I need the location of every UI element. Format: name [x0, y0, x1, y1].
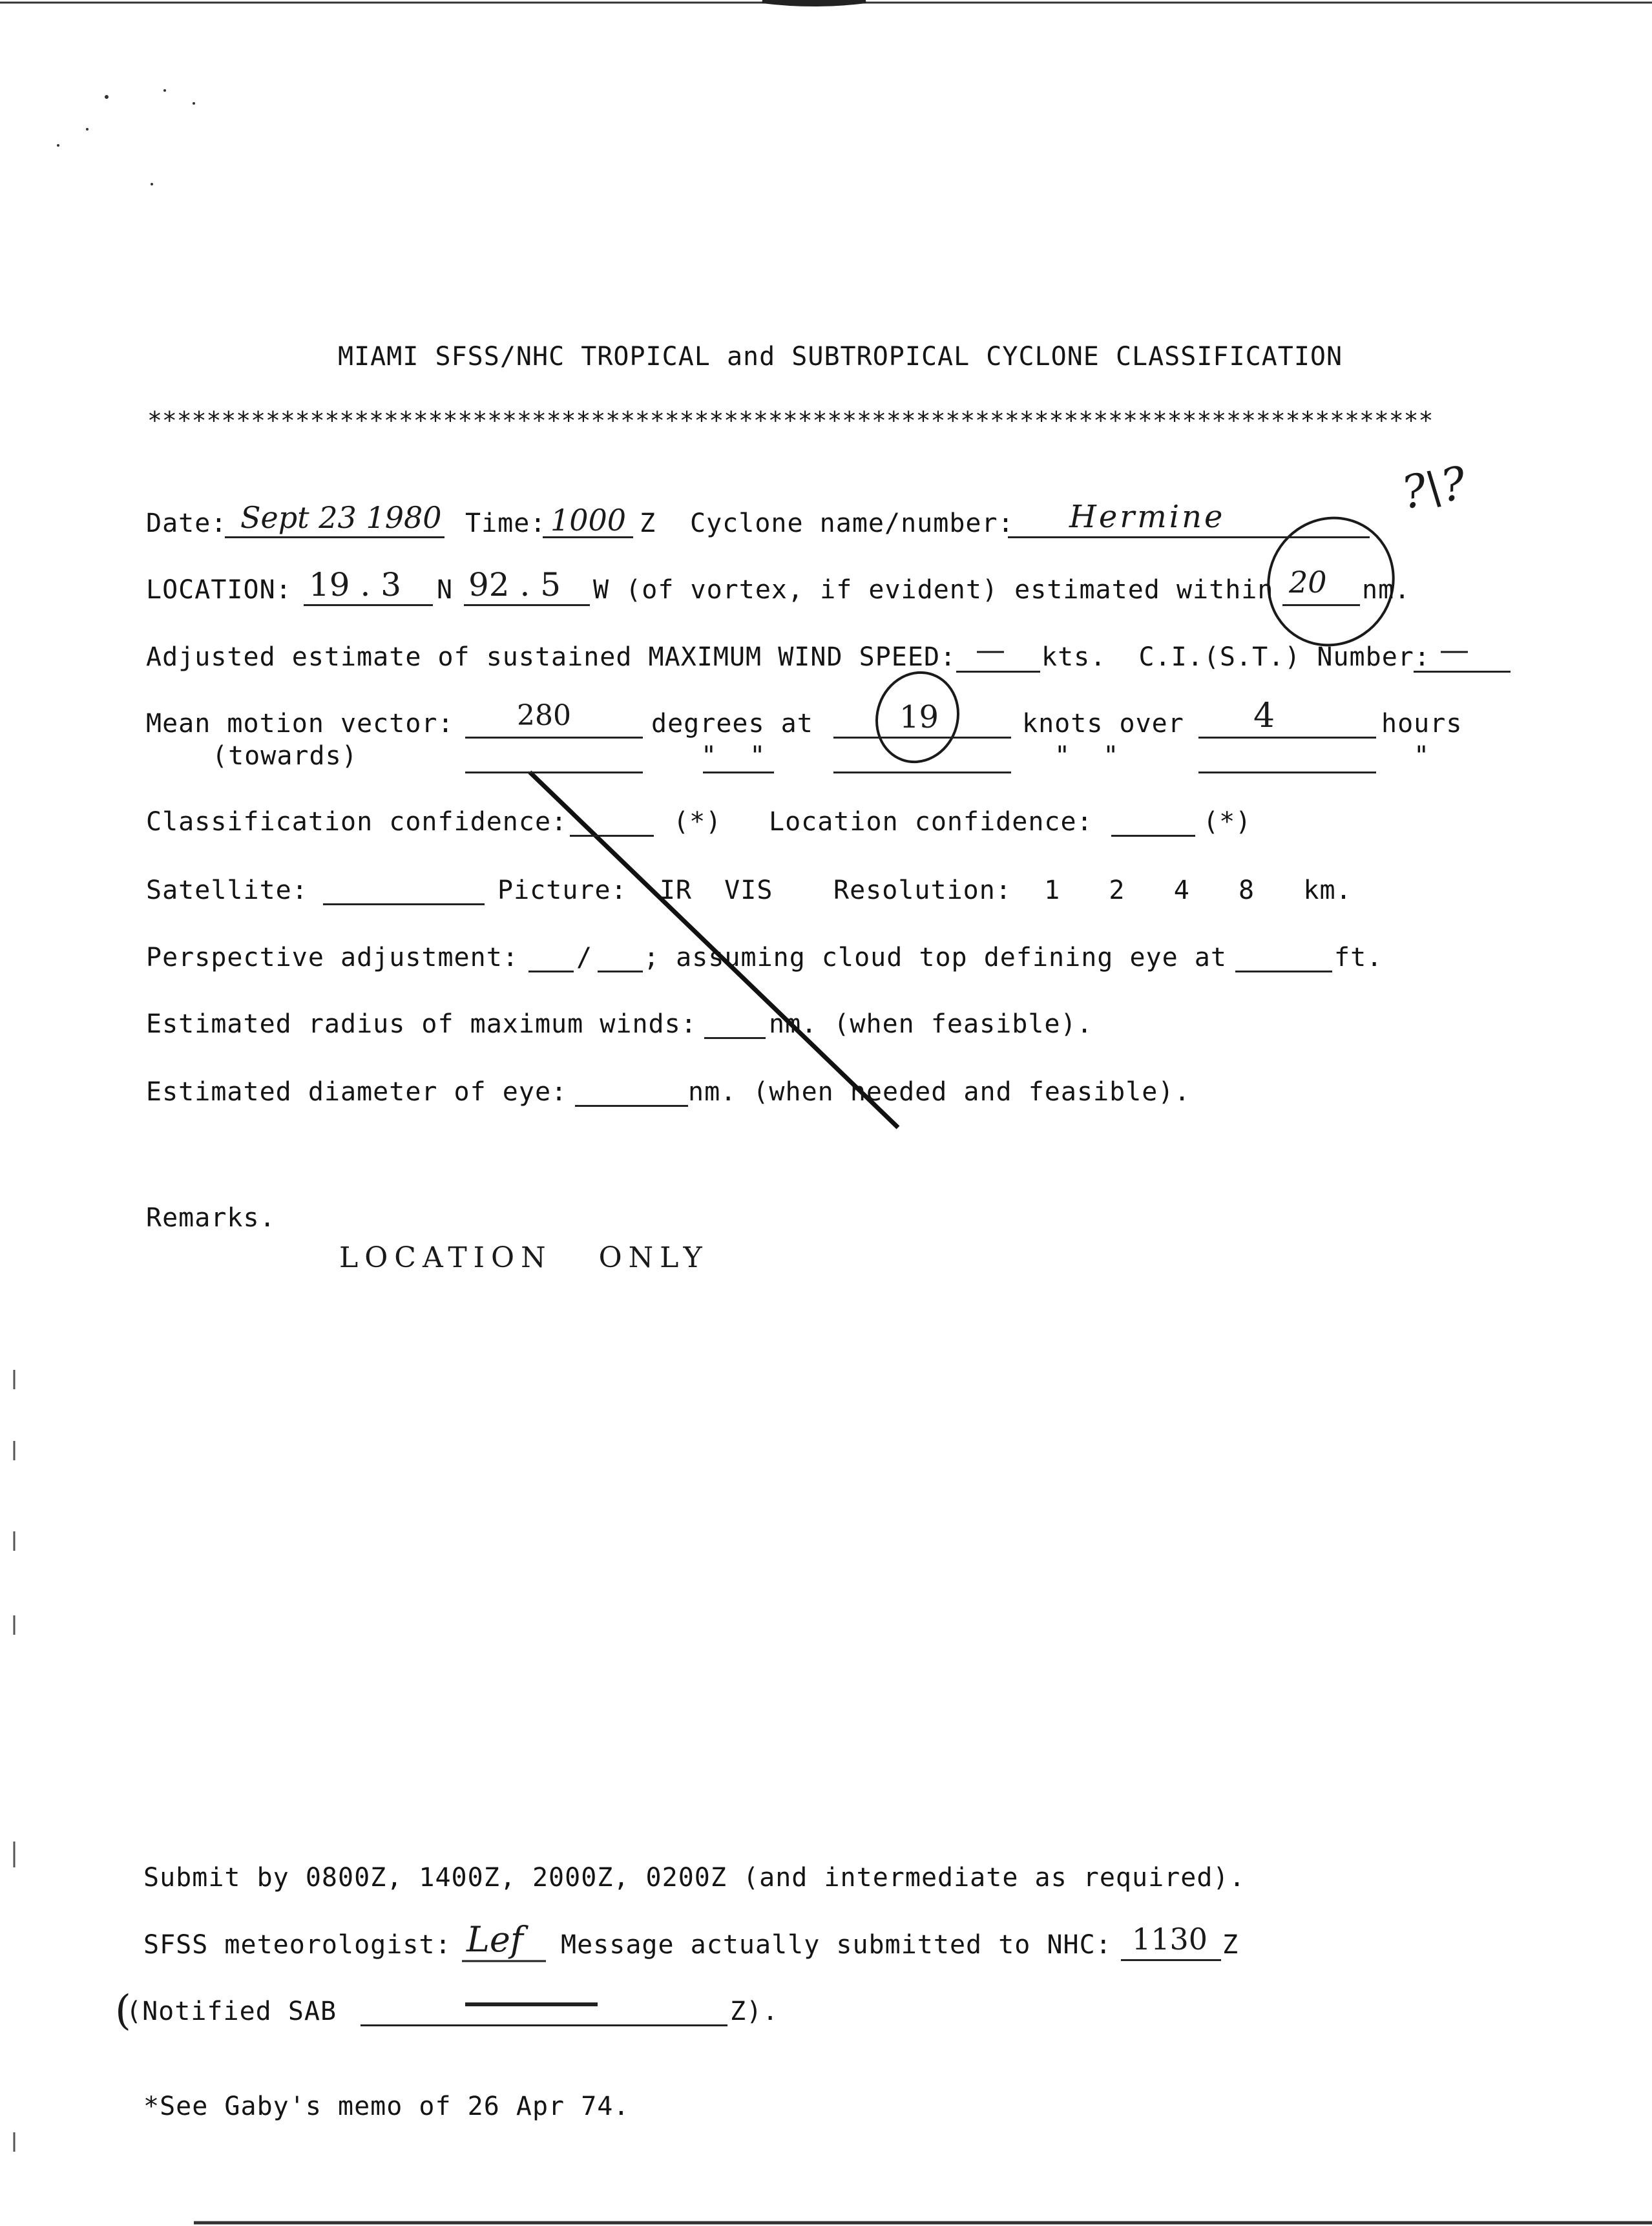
perspective-slash: / [576, 943, 593, 972]
motion-hours-value: 4 [1253, 697, 1275, 735]
cyclone-label: Cyclone name/number: [690, 509, 1014, 538]
class-conf-suffix: (*) [673, 807, 722, 837]
cyclone-value: Hermine [1069, 499, 1226, 535]
time-label: Time: [465, 509, 547, 538]
notified-suffix: Z). [730, 1997, 779, 2026]
motion-hours-suffix: hours [1381, 709, 1463, 739]
loc-conf-label: Location confidence: [769, 807, 1093, 837]
top-edge-mark [762, 0, 866, 3]
class-conf-label: Classification confidence: [146, 807, 568, 837]
speck [86, 128, 89, 131]
within-value: 20 [1289, 565, 1327, 600]
radius-line [704, 1037, 766, 1039]
perspective-suffix: ; assuming cloud top defining eye at [643, 943, 1227, 972]
submit-instructions: Submit by 0800Z, 1400Z, 2000Z, 0200Z (and intermediate as required). [143, 1863, 1246, 1893]
perspective-label: Perspective adjustment: [146, 943, 519, 972]
perspective-line-2 [598, 971, 643, 972]
within-suffix: nm. [1362, 575, 1411, 605]
perspective-ft-line [1235, 971, 1332, 972]
class-conf-line [570, 835, 654, 837]
motion-knots-suffix: knots over [1022, 709, 1184, 739]
date-value: Sept 23 1980 [240, 500, 442, 535]
satellite-label: Satellite: [146, 876, 308, 905]
message-suffix: Z [1222, 1930, 1239, 1960]
lat-suffix: N [437, 575, 454, 605]
towards-knots-line [833, 772, 1011, 773]
margin-paren: ( [115, 1987, 131, 2035]
speck [151, 183, 153, 185]
meteorologist-value: Lef [466, 1919, 523, 1960]
perspective-ft: ft. [1334, 943, 1383, 972]
loc-conf-suffix: (*) [1203, 807, 1252, 837]
message-label: Message actually submitted to NHC: [561, 1930, 1112, 1960]
towards-label: (towards) [212, 741, 358, 771]
motion-label: Mean motion vector: [146, 709, 454, 739]
wind-field-line [956, 671, 1040, 673]
loc-conf-line [1111, 835, 1195, 837]
picture-label: Picture: IR VIS [497, 876, 773, 905]
location-label: LOCATION: [146, 575, 292, 605]
diameter-label: Estimated diameter of eye: [146, 1077, 568, 1107]
ci-field-line [1414, 671, 1511, 673]
ci-value: — [1439, 632, 1469, 667]
resolution-label: Resolution: 1 2 4 8 km. [833, 876, 1352, 905]
diameter-line [575, 1105, 688, 1107]
time-value: 1000 [550, 503, 627, 538]
towards-hours-line [1198, 772, 1376, 773]
ditto-degrees: " " [701, 741, 766, 771]
towards-degrees-line [465, 772, 643, 773]
form-title: MIAMI SFSS/NHC TROPICAL and SUBTROPICAL CYCLONE CLASSIFICATION [338, 342, 1343, 372]
motion-degrees-value: 280 [517, 699, 571, 732]
diameter-suffix: nm. (when needed and feasible). [688, 1077, 1191, 1107]
remarks-value: LOCATION ONLY [339, 1241, 709, 1274]
ditto-knots: " " [1054, 741, 1120, 771]
motion-degrees-line [465, 737, 643, 739]
within-field-line [1282, 604, 1360, 606]
memo-footnote: *See Gaby's memo of 26 Apr 74. [143, 2092, 630, 2121]
motion-hours-line [1198, 737, 1376, 739]
lat-value: 19 . 3 [309, 566, 402, 604]
cyclone-field-line [1008, 536, 1370, 538]
meteorologist-label: SFSS meteorologist: [143, 1930, 452, 1960]
towards-degrees-line-2 [703, 772, 774, 773]
wind-label: Adjusted estimate of sustained MAXIMUM WIND SPEED: [146, 642, 957, 672]
lat-field-line [304, 604, 433, 606]
motion-degrees-suffix: degrees at [651, 709, 813, 739]
perspective-line-1 [528, 971, 574, 972]
lon-value: 92 . 5 [468, 566, 561, 604]
notified-line [361, 2024, 727, 2026]
lon-suffix: W (of vortex, if evident) estimated within [593, 575, 1274, 605]
lon-field-line [464, 604, 590, 606]
satellite-line [323, 903, 485, 905]
wind-value: — [976, 632, 1005, 667]
speck [193, 102, 195, 105]
speck [57, 144, 59, 147]
message-value: 1130 [1132, 1922, 1208, 1957]
message-line [1121, 1959, 1221, 1961]
notified-label: (Notified SAB [126, 1997, 337, 2026]
margin-question-marks: ?\? [1397, 456, 1470, 520]
time-suffix: Z [640, 509, 656, 538]
radius-suffix: nm. (when feasible). [769, 1009, 1093, 1039]
date-field-line [225, 536, 444, 538]
date-label: Date: [146, 509, 227, 538]
wind-suffix: kts. C.I.(S.T.) Number: [1041, 642, 1430, 672]
star-divider: *************************************************************************************** [147, 406, 1434, 435]
ditto-hours: " [1414, 741, 1430, 771]
speck [163, 89, 166, 92]
speck [105, 95, 109, 99]
radius-label: Estimated radius of maximum winds: [146, 1009, 697, 1039]
remarks-label: Remarks. [146, 1203, 276, 1233]
motion-knots-value: 19 [899, 699, 939, 735]
motion-knots-line [833, 737, 1011, 739]
